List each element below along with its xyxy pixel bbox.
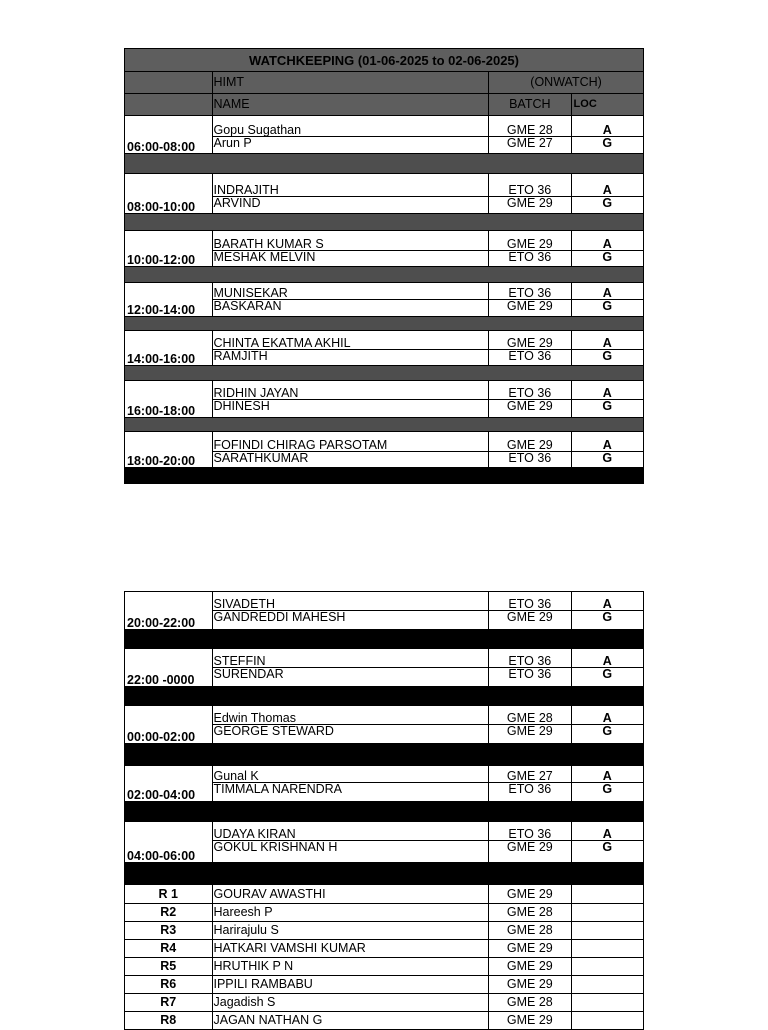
reserve-row	[125, 976, 644, 994]
separator-cell	[125, 317, 644, 331]
crew-name: Edwin Thomas	[212, 706, 489, 725]
crew-batch: GME 29	[489, 300, 571, 317]
crew-location: G	[571, 841, 643, 863]
reserve-loc	[571, 958, 643, 976]
crew-name: GOKUL KRISHNAN H	[212, 841, 489, 863]
crew-batch: ETO 36	[489, 822, 571, 841]
shift-separator	[125, 317, 644, 331]
crew-batch: ETO 36	[489, 783, 571, 802]
crew-location: A	[571, 174, 643, 197]
header-himt: HIMT	[212, 72, 489, 94]
reserve-name: Hareesh P	[212, 904, 489, 922]
reserve-batch: GME 28	[489, 994, 571, 1012]
reserve-name: Harirajulu S	[212, 922, 489, 940]
shift-time: 14:00-16:00	[125, 331, 213, 366]
separator-cell	[125, 418, 644, 432]
crew-batch: GME 29	[489, 841, 571, 863]
crew-location: A	[571, 381, 643, 400]
shift-row	[125, 592, 644, 611]
crew-batch: ETO 36	[489, 283, 571, 300]
header-batch: BATCH	[489, 94, 571, 116]
reserve-batch: GME 29	[489, 958, 571, 976]
crew-name: Arun P	[212, 137, 489, 154]
reserve-id: R2	[125, 904, 213, 922]
crew-name: GANDREDDI MAHESH	[212, 611, 489, 630]
reserve-id: R 1	[125, 885, 213, 904]
crew-batch: GME 29	[489, 197, 571, 214]
crew-batch: GME 29	[489, 400, 571, 418]
header-onwatch: (ONWATCH)	[489, 72, 644, 94]
reserve-id: R3	[125, 922, 213, 940]
reserve-batch: GME 28	[489, 922, 571, 940]
shift-time: 22:00 -0000	[125, 649, 213, 687]
reserve-name: HRUTHIK P N	[212, 958, 489, 976]
reserve-row	[125, 1012, 644, 1030]
reserve-batch: GME 29	[489, 885, 571, 904]
crew-name: RIDHIN JAYAN	[212, 381, 489, 400]
shift-time: 00:00-02:00	[125, 706, 213, 744]
reserve-name: Jagadish S	[212, 994, 489, 1012]
crew-location: A	[571, 432, 643, 452]
crew-name: BASKARAN	[212, 300, 489, 317]
reserve-id: R6	[125, 976, 213, 994]
separator-cell	[125, 468, 644, 484]
separator-cell	[125, 744, 644, 766]
shift-separator	[125, 687, 644, 706]
crew-name: BARATH KUMAR S	[212, 231, 489, 251]
reserve-id: R7	[125, 994, 213, 1012]
separator-cell	[125, 687, 644, 706]
shift-separator	[125, 366, 644, 381]
separator-cell	[125, 863, 644, 885]
header-name: NAME	[212, 94, 489, 116]
crew-batch: GME 28	[489, 116, 571, 137]
reserve-row	[125, 904, 644, 922]
shift-row	[125, 231, 644, 251]
reserve-loc	[571, 885, 643, 904]
crew-location: G	[571, 725, 643, 744]
crew-batch: GME 27	[489, 137, 571, 154]
shift-time: 10:00-12:00	[125, 231, 213, 267]
crew-name: CHINTA EKATMA AKHIL	[212, 331, 489, 350]
shift-row	[125, 283, 644, 300]
crew-location: A	[571, 283, 643, 300]
shift-row	[125, 649, 644, 668]
reserve-row	[125, 940, 644, 958]
crew-name: SIVADETH	[212, 592, 489, 611]
shift-time: 12:00-14:00	[125, 283, 213, 317]
reserve-row	[125, 885, 644, 904]
crew-batch: GME 28	[489, 706, 571, 725]
reserve-batch: GME 29	[489, 976, 571, 994]
crew-name: Gopu Sugathan	[212, 116, 489, 137]
crew-name: MUNISEKAR	[212, 283, 489, 300]
crew-batch: ETO 36	[489, 592, 571, 611]
crew-location: A	[571, 116, 643, 137]
shift-row	[125, 116, 644, 137]
crew-location: A	[571, 822, 643, 841]
crew-location: G	[571, 668, 643, 687]
shift-time: 18:00-20:00	[125, 432, 213, 468]
crew-batch: ETO 36	[489, 350, 571, 366]
header-loc: LOC	[571, 94, 643, 116]
crew-batch: GME 27	[489, 766, 571, 783]
reserve-loc	[571, 976, 643, 994]
shift-row	[125, 822, 644, 841]
crew-location: G	[571, 300, 643, 317]
crew-batch: GME 29	[489, 725, 571, 744]
crew-batch: ETO 36	[489, 452, 571, 468]
shift-row	[125, 174, 644, 197]
shift-row	[125, 766, 644, 783]
shift-separator	[125, 630, 644, 649]
crew-name: INDRAJITH	[212, 174, 489, 197]
crew-name: FOFINDI CHIRAG PARSOTAM	[212, 432, 489, 452]
shift-separator	[125, 418, 644, 432]
watchkeeping-table-bottom	[124, 591, 644, 1030]
crew-location: G	[571, 197, 643, 214]
crew-location: G	[571, 400, 643, 418]
reserve-name: GOURAV AWASTHI	[212, 885, 489, 904]
shift-time: 20:00-22:00	[125, 592, 213, 630]
crew-name: RAMJITH	[212, 350, 489, 366]
crew-name: TIMMALA NARENDRA	[212, 783, 489, 802]
reserve-loc	[571, 922, 643, 940]
reserve-batch: GME 29	[489, 940, 571, 958]
crew-location: A	[571, 766, 643, 783]
watchkeeping-table-top	[124, 48, 644, 484]
shift-row	[125, 331, 644, 350]
separator-cell	[125, 630, 644, 649]
crew-location: G	[571, 350, 643, 366]
crew-batch: ETO 36	[489, 649, 571, 668]
crew-location: G	[571, 783, 643, 802]
crew-batch: GME 29	[489, 331, 571, 350]
crew-batch: ETO 36	[489, 668, 571, 687]
shift-row	[125, 432, 644, 452]
crew-batch: ETO 36	[489, 174, 571, 197]
reserve-loc	[571, 994, 643, 1012]
crew-location: G	[571, 251, 643, 267]
crew-batch: GME 29	[489, 611, 571, 630]
crew-name: GEORGE STEWARD	[212, 725, 489, 744]
table-title: WATCHKEEPING (01-06-2025 to 02-06-2025)	[125, 49, 644, 72]
shift-row	[125, 381, 644, 400]
reserve-id: R8	[125, 1012, 213, 1030]
reserve-name: HATKARI VAMSHI KUMAR	[212, 940, 489, 958]
reserve-name: JAGAN NATHAN G	[212, 1012, 489, 1030]
crew-name: SARATHKUMAR	[212, 452, 489, 468]
shift-time: 08:00-10:00	[125, 174, 213, 214]
crew-name: ARVIND	[212, 197, 489, 214]
shift-time: 06:00-08:00	[125, 116, 213, 154]
crew-location: G	[571, 611, 643, 630]
separator-cell	[125, 154, 644, 174]
reserve-id: R5	[125, 958, 213, 976]
crew-location: A	[571, 231, 643, 251]
crew-location: G	[571, 452, 643, 468]
separator-cell	[125, 802, 644, 822]
shift-separator	[125, 154, 644, 174]
reserve-loc	[571, 904, 643, 922]
crew-location: A	[571, 331, 643, 350]
reserve-loc	[571, 940, 643, 958]
shift-separator	[125, 468, 644, 484]
reserve-name: IPPILI RAMBABU	[212, 976, 489, 994]
separator-cell	[125, 267, 644, 283]
crew-location: G	[571, 137, 643, 154]
shift-separator	[125, 744, 644, 766]
reserve-row	[125, 958, 644, 976]
crew-name: SURENDAR	[212, 668, 489, 687]
shift-separator	[125, 267, 644, 283]
shift-row	[125, 706, 644, 725]
crew-name: UDAYA KIRAN	[212, 822, 489, 841]
shift-separator	[125, 214, 644, 231]
shift-time: 16:00-18:00	[125, 381, 213, 418]
crew-location: A	[571, 592, 643, 611]
header-blank-cell	[125, 94, 213, 116]
crew-name: Gunal K	[212, 766, 489, 783]
crew-location: A	[571, 649, 643, 668]
crew-batch: ETO 36	[489, 251, 571, 267]
reserve-row	[125, 922, 644, 940]
reserve-loc	[571, 1012, 643, 1030]
crew-name: MESHAK MELVIN	[212, 251, 489, 267]
crew-name: DHINESH	[212, 400, 489, 418]
separator-cell	[125, 366, 644, 381]
reserve-row	[125, 994, 644, 1012]
crew-batch: ETO 36	[489, 381, 571, 400]
shift-time: 02:00-04:00	[125, 766, 213, 802]
reserve-batch: GME 28	[489, 904, 571, 922]
header-blank-cell	[125, 72, 213, 94]
crew-batch: GME 29	[489, 432, 571, 452]
crew-name: STEFFIN	[212, 649, 489, 668]
crew-location: A	[571, 706, 643, 725]
separator-cell	[125, 214, 644, 231]
crew-batch: GME 29	[489, 231, 571, 251]
shift-time: 04:00-06:00	[125, 822, 213, 863]
shift-separator	[125, 863, 644, 885]
shift-separator	[125, 802, 644, 822]
reserve-batch: GME 29	[489, 1012, 571, 1030]
reserve-id: R4	[125, 940, 213, 958]
